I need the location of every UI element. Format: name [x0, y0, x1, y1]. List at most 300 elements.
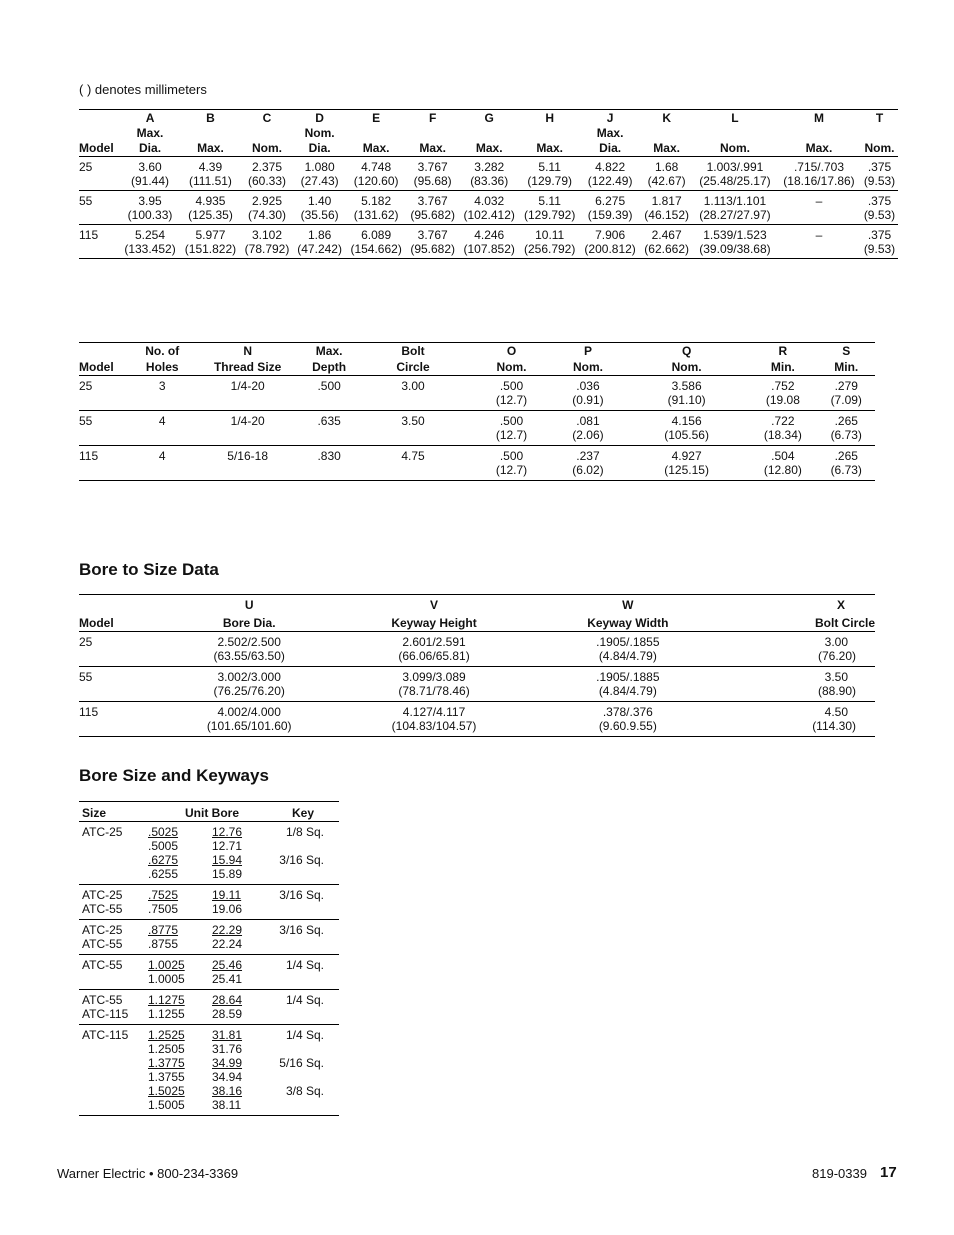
holes-cell — [625, 411, 748, 446]
line-in: 1.0025 — [148, 958, 185, 972]
size-cell — [79, 885, 148, 920]
value-mm: (125.35) — [188, 208, 233, 222]
value-inch: 4.156 — [671, 414, 702, 428]
line-mm: 38.16 — [212, 1084, 243, 1098]
value-mm: (12.7) — [495, 428, 528, 442]
line-in: 1.0005 — [148, 972, 185, 986]
dimension-cell — [693, 157, 777, 191]
bore-cell — [748, 702, 875, 737]
holes-cell — [304, 376, 354, 411]
line-size — [82, 853, 148, 867]
value-mm: (78.71/78.46) — [398, 684, 470, 698]
line-mm: 15.94 — [212, 853, 243, 867]
value-mm: (154.662) — [350, 242, 402, 256]
bore-size-keyways-heading: Bore Size and Keyways — [79, 766, 269, 785]
value-mm: (125.15) — [664, 463, 709, 477]
value-mm: (102.412) — [463, 208, 515, 222]
value-inch: 3.50 — [824, 670, 848, 684]
line-mm: 22.29 — [212, 923, 243, 937]
header-sub — [79, 125, 120, 140]
dimension-cell — [580, 157, 640, 191]
dimension-cell — [180, 157, 240, 191]
value-mm: (6.73) — [830, 428, 862, 442]
value-inch: – — [815, 228, 823, 242]
line-key — [276, 1042, 324, 1056]
value-inch: 5.11 — [538, 160, 561, 174]
footer-doc-number: 819-0339 — [812, 1166, 867, 1181]
bore-inch-cell — [148, 955, 212, 990]
dimension-cell — [777, 191, 861, 225]
value-mm: (104.83/104.57) — [391, 719, 477, 733]
line-mm: 22.24 — [212, 937, 243, 951]
header-letter: F — [429, 111, 437, 125]
keyways-table — [79, 801, 339, 1116]
value-inch: .715/.703 — [793, 160, 844, 174]
value-inch: 1.539/1.523 — [703, 228, 767, 242]
value-mm: (107.852) — [463, 242, 515, 256]
dimension-cell — [777, 225, 861, 259]
dimension-cell — [120, 191, 180, 225]
table-row — [79, 822, 339, 885]
value-inch: 4.748 — [361, 160, 392, 174]
header-line2: Keyway Height — [361, 613, 508, 632]
value-inch: 1.817 — [651, 194, 682, 208]
line-key: 3/16 Sq. — [279, 923, 324, 937]
value-inch: .279 — [834, 379, 858, 393]
line-key: 1/8 Sq. — [285, 825, 324, 839]
line-mm: 19.06 — [212, 902, 243, 916]
table-row — [79, 411, 875, 446]
value-inch: 3.002/3.000 — [217, 670, 281, 684]
millimeters-note: ( ) denotes millimeters — [79, 82, 207, 97]
header-line1: Max. — [315, 344, 343, 358]
dimension-cell — [640, 191, 693, 225]
line-key — [276, 1070, 324, 1084]
line-key — [276, 839, 324, 853]
header-letter: D — [315, 111, 324, 125]
bore-cell — [507, 632, 748, 667]
holes-cell — [818, 411, 876, 446]
bore-cell — [361, 667, 508, 702]
bore-cell — [138, 667, 361, 702]
line-size: ATC-55 — [82, 937, 123, 951]
header-line1: R — [778, 344, 788, 358]
holes-cell — [818, 376, 876, 411]
bore-cell — [507, 702, 748, 737]
header-sub: Nom. — [304, 126, 335, 140]
value-inch: .081 — [576, 414, 600, 428]
holes-cell — [191, 411, 304, 446]
bore-mm-cell — [212, 990, 276, 1025]
size-cell — [79, 955, 148, 990]
value-inch: 3.50 — [401, 414, 425, 428]
line-key — [276, 902, 324, 916]
header-line2: Nom. — [472, 359, 551, 376]
holes-cell — [304, 446, 354, 481]
header-sub — [180, 125, 240, 140]
line-key: 3/16 Sq. — [279, 888, 324, 902]
value-inch: 1/4-20 — [230, 379, 265, 393]
value-mm: (25.48/25.17) — [699, 174, 771, 188]
value-inch: 3.586 — [671, 379, 702, 393]
keyways-body — [79, 822, 339, 1116]
dimension-cell — [861, 191, 898, 225]
holes-cell — [354, 446, 472, 481]
bore-inch-cell — [148, 822, 212, 885]
header-line1: N — [243, 344, 252, 358]
line-size: ATC-55 — [82, 958, 123, 972]
header-sub — [777, 125, 861, 140]
line-size — [82, 1098, 148, 1112]
dimension-cell — [241, 157, 294, 191]
line-in: 1.2525 — [148, 1028, 185, 1042]
dimension-cell — [693, 191, 777, 225]
dimension-cell — [346, 225, 406, 259]
value-mm: (2.06) — [572, 428, 604, 442]
header-line2: Bolt Circle — [748, 613, 875, 632]
header-line1: V — [430, 598, 439, 612]
holes-cell — [472, 411, 551, 446]
value-inch: 10.11 — [535, 228, 565, 242]
header-line2: Holes — [134, 359, 191, 376]
model-cell: 25 — [79, 376, 134, 411]
value-mm: (18.16/17.86) — [783, 174, 855, 188]
value-inch: .500 — [499, 379, 524, 393]
value-inch: 2.502/2.500 — [217, 635, 281, 649]
line-size: ATC-25 — [82, 825, 123, 839]
header-line1: P — [583, 344, 592, 358]
dimension-cell — [120, 157, 180, 191]
holes-cell — [748, 446, 817, 481]
dimension-cell — [120, 225, 180, 259]
header-sub — [346, 125, 406, 140]
value-inch: .504 — [771, 449, 795, 463]
bore-mm-cell — [212, 1025, 276, 1116]
value-mm: (12.7) — [495, 463, 528, 477]
value-mm: (95.682) — [410, 208, 456, 222]
model-cell: 55 — [79, 191, 120, 225]
line-in: 1.3755 — [148, 1070, 185, 1084]
line-in: .6255 — [148, 867, 179, 881]
line-key: 3/8 Sq. — [285, 1084, 324, 1098]
dimension-cell — [346, 157, 406, 191]
line-mm: 34.94 — [212, 1070, 243, 1084]
header-line1: X — [836, 598, 845, 612]
dimension-cell — [241, 225, 294, 259]
header-label: Max. — [640, 140, 693, 157]
table-row — [79, 157, 898, 191]
line-key: 1/4 Sq. — [285, 993, 324, 1007]
page-number: 17 — [880, 1164, 897, 1181]
header-line2: Min. — [818, 359, 876, 376]
model-cell: 115 — [79, 702, 138, 737]
value-inch: .375 — [867, 228, 892, 242]
model-cell: 25 — [79, 157, 120, 191]
value-inch: 6.275 — [595, 194, 626, 208]
value-mm: (151.822) — [184, 242, 237, 256]
value-inch: 2.375 — [251, 160, 283, 174]
dimension-cell — [580, 191, 640, 225]
header-unit-bore: Unit Bore — [148, 802, 276, 822]
value-inch: 3 — [158, 379, 166, 393]
header-letter: T — [875, 111, 884, 125]
header-letter: E — [372, 111, 381, 125]
header-line1: Q — [681, 344, 692, 358]
value-mm: (200.812) — [584, 242, 636, 256]
line-in: .8775 — [148, 923, 179, 937]
header-line2: Circle — [354, 359, 472, 376]
bore-cell — [138, 632, 361, 667]
dimension-cell — [406, 225, 459, 259]
holes-cell — [625, 376, 748, 411]
line-mm: 31.81 — [212, 1028, 243, 1042]
value-mm: (105.56) — [664, 428, 709, 442]
value-inch: 5.254 — [135, 228, 166, 242]
line-in: 1.2505 — [148, 1042, 185, 1056]
value-inch: 1.003/.991 — [706, 160, 764, 174]
bore-header-line2 — [79, 613, 875, 632]
bore-cell — [361, 702, 508, 737]
header-line2: Keyway Width — [507, 613, 748, 632]
header-sub — [519, 125, 579, 140]
header-line2: Nom. — [625, 359, 748, 376]
dimension-cell — [519, 225, 579, 259]
model-cell: 115 — [79, 225, 120, 259]
header-label: Max. — [406, 140, 459, 157]
value-mm: (28.27/27.97) — [699, 208, 771, 222]
line-in: .8755 — [148, 937, 179, 951]
holes-cell — [134, 446, 191, 481]
bore-inch-cell — [148, 885, 212, 920]
value-inch: 4.927 — [671, 449, 702, 463]
value-mm: (76.25/76.20) — [213, 684, 285, 698]
value-mm: (6.02) — [572, 463, 604, 477]
bore-header-line1 — [79, 595, 875, 614]
footer-company: Warner Electric • 800-234-3369 — [57, 1166, 239, 1181]
header-letter: H — [545, 111, 554, 125]
value-inch: 4.002/4.000 — [217, 705, 281, 719]
line-key — [276, 972, 324, 986]
value-inch: 3.102 — [251, 228, 283, 242]
dimension-cell — [519, 157, 579, 191]
holes-cell — [134, 411, 191, 446]
value-mm: (62.662) — [644, 242, 689, 256]
header-label: Dia. — [293, 140, 346, 157]
bore-inch-cell — [148, 990, 212, 1025]
value-inch: 6.089 — [361, 228, 392, 242]
value-mm: (88.90) — [817, 684, 856, 698]
value-mm: (12.7) — [495, 393, 528, 407]
line-size — [82, 867, 148, 881]
value-mm: (83.36) — [470, 174, 509, 188]
header-line2: Thread Size — [191, 359, 304, 376]
header-sub — [241, 125, 294, 140]
value-inch: .500 — [317, 379, 341, 393]
holes-cell — [304, 411, 354, 446]
dimension-cell — [459, 191, 519, 225]
holes-cell — [354, 411, 472, 446]
header-label: Max. — [346, 140, 406, 157]
table-row — [79, 955, 339, 990]
value-mm: (74.30) — [247, 208, 287, 222]
line-size: ATC-25 — [82, 888, 123, 902]
value-inch: .036 — [576, 379, 600, 393]
value-inch: .500 — [499, 449, 524, 463]
value-inch: 4.39 — [198, 160, 223, 174]
value-inch: 3.00 — [401, 379, 425, 393]
value-mm: (131.62) — [353, 208, 399, 222]
header-sub — [640, 125, 693, 140]
holes-cell — [191, 446, 304, 481]
header-label: Dia. — [120, 140, 180, 157]
value-inch: 1.40 — [307, 194, 332, 208]
holes-cell — [551, 376, 625, 411]
dimensions-body — [79, 157, 898, 259]
header-label: Nom. — [693, 140, 777, 157]
value-mm: (111.51) — [189, 174, 232, 188]
bore-body — [79, 632, 875, 737]
key-cell — [276, 822, 339, 885]
value-mm: (133.452) — [124, 242, 176, 256]
dimension-cell — [180, 191, 240, 225]
table-row — [79, 376, 875, 411]
table-row — [79, 702, 875, 737]
line-key: 1/4 Sq. — [285, 1028, 324, 1042]
header-line1 — [79, 595, 138, 614]
dimension-cell — [346, 191, 406, 225]
key-cell — [276, 885, 339, 920]
line-mm: 25.41 — [212, 972, 243, 986]
value-inch: 3.60 — [138, 160, 162, 174]
value-mm: (35.56) — [300, 208, 339, 222]
holes-cell — [191, 376, 304, 411]
value-mm: (47.242) — [297, 242, 342, 256]
line-size: ATC-115 — [82, 1007, 129, 1021]
value-inch: 1.080 — [304, 160, 335, 174]
value-inch: 4 — [158, 414, 166, 428]
header-line1: No. of — [145, 344, 180, 358]
bore-cell — [361, 632, 508, 667]
header-line2: Model — [79, 359, 134, 376]
value-inch: 4.127/4.117 — [402, 705, 466, 719]
dimension-cell — [180, 225, 240, 259]
bore-cell — [748, 632, 875, 667]
value-mm: (60.33) — [247, 174, 287, 188]
value-mm: (91.44) — [131, 174, 170, 188]
value-mm: (18.34) — [763, 428, 802, 442]
header-sub — [459, 125, 519, 140]
table-row — [79, 191, 898, 225]
value-inch: 7.906 — [595, 228, 626, 242]
bore-mm-cell — [212, 920, 276, 955]
holes-cell — [551, 411, 625, 446]
value-inch: 3.767 — [417, 228, 448, 242]
value-inch: 4.50 — [824, 705, 848, 719]
dimension-cell — [640, 157, 693, 191]
value-inch: .265 — [834, 414, 858, 428]
line-size: ATC-55 — [82, 902, 123, 916]
value-mm: (6.73) — [830, 463, 862, 477]
line-in: 1.5025 — [148, 1084, 185, 1098]
line-mm: 12.76 — [212, 825, 243, 839]
value-inch: 2.925 — [251, 194, 283, 208]
line-in: .6275 — [148, 853, 179, 867]
header-line2: Bore Dia. — [138, 613, 361, 632]
line-size: ATC-25 — [82, 923, 123, 937]
value-mm: (78.792) — [244, 242, 290, 256]
header-label: Max. — [459, 140, 519, 157]
header-sub — [406, 125, 459, 140]
value-mm: (66.06/65.81) — [398, 649, 470, 663]
line-in: .7505 — [148, 902, 179, 916]
header-size: Size — [79, 802, 148, 822]
line-key: 5/16 Sq. — [279, 1056, 324, 1070]
value-inch: .500 — [499, 414, 524, 428]
keyways-header — [79, 802, 339, 822]
size-cell — [79, 1025, 148, 1116]
holes-cell — [472, 376, 551, 411]
header-line2: Model — [79, 613, 138, 632]
bore-to-size-table — [79, 594, 875, 737]
value-inch: .830 — [317, 449, 341, 463]
model-cell: 25 — [79, 632, 138, 667]
header-letter: C — [262, 111, 272, 125]
value-inch: 5.11 — [538, 194, 561, 208]
value-mm: (95.68) — [413, 174, 452, 188]
dimension-cell — [640, 225, 693, 259]
value-inch: .265 — [834, 449, 858, 463]
key-cell — [276, 955, 339, 990]
value-mm: (12.80) — [763, 463, 802, 477]
header-sub: Max. — [596, 126, 624, 140]
size-cell — [79, 822, 148, 885]
dimensions-header-letters — [79, 110, 898, 126]
dimension-cell — [459, 225, 519, 259]
key-cell — [276, 990, 339, 1025]
value-inch: 3.00 — [824, 635, 848, 649]
header-label: Nom. — [861, 140, 898, 157]
value-mm: (101.65/101.60) — [206, 719, 292, 733]
holes-header-line1 — [79, 343, 875, 360]
header-letter: G — [484, 111, 494, 125]
header-line1: O — [506, 344, 517, 358]
line-size — [82, 1042, 148, 1056]
line-size — [82, 1056, 148, 1070]
line-key: 3/16 Sq. — [279, 853, 324, 867]
value-inch: 3.767 — [417, 160, 448, 174]
value-mm: (42.67) — [647, 174, 686, 188]
header-label: Max. — [777, 140, 861, 157]
table-row — [79, 1025, 339, 1116]
bore-cell — [138, 702, 361, 737]
header-line1 — [79, 343, 134, 360]
header-sub — [693, 125, 777, 140]
dimension-cell — [293, 191, 346, 225]
value-inch: 4.75 — [401, 449, 425, 463]
value-mm: (9.53) — [863, 242, 896, 256]
value-mm: (4.84/4.79) — [598, 684, 657, 698]
value-mm: (7.09) — [830, 393, 862, 407]
key-cell — [276, 1025, 339, 1116]
table-row — [79, 632, 875, 667]
dimension-cell — [406, 157, 459, 191]
value-inch: 1.113/1.101 — [703, 194, 767, 208]
line-size — [82, 1084, 148, 1098]
value-mm: (0.91) — [572, 393, 604, 407]
holes-cell — [551, 446, 625, 481]
value-mm: (129.792) — [523, 208, 576, 222]
line-in: 1.1255 — [148, 1007, 185, 1021]
